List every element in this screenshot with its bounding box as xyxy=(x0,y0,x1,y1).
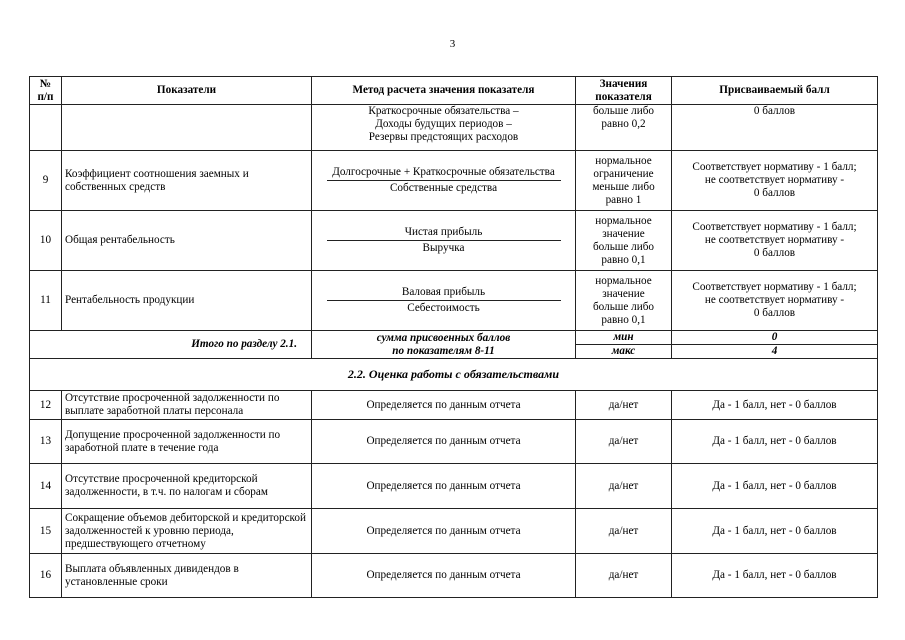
table-row-11 xyxy=(30,271,878,331)
table-row-14 xyxy=(30,464,878,509)
section-title-row xyxy=(30,359,878,391)
cell-value: нормальное ограничение меньше либо равно 1 xyxy=(576,151,672,211)
cell-score: 0 баллов xyxy=(672,105,878,151)
table-row-9 xyxy=(30,151,878,211)
cell-score: Да - 1 балл, нет - 0 баллов xyxy=(672,464,878,509)
cell-method: Определяется по данным отчета xyxy=(312,554,576,598)
table-row-10 xyxy=(30,211,878,271)
total-sum-label: сумма присвоенных баллов по показателям 8-11 xyxy=(312,331,576,359)
total-label: Итого по разделу 2.1. xyxy=(30,331,312,359)
cell-value: да/нет xyxy=(576,391,672,420)
formula xyxy=(327,226,561,255)
formula-denominator: Собственные средства xyxy=(389,182,498,194)
cell-num: 14 xyxy=(30,464,62,509)
table-header-row xyxy=(30,77,878,105)
cell-method: Определяется по данным отчета xyxy=(312,420,576,464)
cell-score: Соответствует нормативу - 1 балл; не соответствует нормативу - 0 баллов xyxy=(672,211,878,271)
cell-method: Краткосрочные обязательства – Доходы будущих периодов – Резервы предстоящих расходов xyxy=(312,105,576,151)
cell-indicator: Сокращение объемов дебиторской и кредиторской задолженностей к уровню периода, предшествующего отчетному xyxy=(62,509,312,554)
cell-score: Да - 1 балл, нет - 0 баллов xyxy=(672,420,878,464)
cell-value: да/нет xyxy=(576,464,672,509)
formula-numerator: Валовая прибыль xyxy=(327,286,561,301)
cell-indicator: Допущение просроченной задолженности по заработной плате в течение года xyxy=(62,420,312,464)
cell-value: да/нет xyxy=(576,420,672,464)
cell-indicator: Выплата объявленных дивидендов в установленные сроки xyxy=(62,554,312,598)
section-title: 2.2. Оценка работы с обязательствами xyxy=(30,359,878,391)
cell-score: Да - 1 балл, нет - 0 баллов xyxy=(672,509,878,554)
table-row-12 xyxy=(30,391,878,420)
total-max-value: 4 xyxy=(672,345,878,359)
table-row-continuation xyxy=(30,105,878,151)
cell-indicator xyxy=(62,105,312,151)
formula xyxy=(327,286,561,315)
cell-score: Да - 1 балл, нет - 0 баллов xyxy=(672,391,878,420)
formula-numerator: Долгосрочные + Краткосрочные обязательства xyxy=(327,166,561,181)
cell-value: да/нет xyxy=(576,509,672,554)
cell-num: 11 xyxy=(30,271,62,331)
header-indicator: Показатели xyxy=(62,77,312,105)
cell-score: Соответствует нормативу - 1 балл; не соответствует нормативу - 0 баллов xyxy=(672,151,878,211)
header-value: Значения показателя xyxy=(576,77,672,105)
cell-num: 13 xyxy=(30,420,62,464)
cell-value: нормальное значение больше либо равно 0,1 xyxy=(576,211,672,271)
cell-num: 15 xyxy=(30,509,62,554)
formula xyxy=(327,166,561,195)
header-method: Метод расчета значения показателя xyxy=(312,77,576,105)
table-row-15 xyxy=(30,509,878,554)
cell-num xyxy=(30,105,62,151)
cell-indicator: Рентабельность продукции xyxy=(62,271,312,331)
table-row-16 xyxy=(30,554,878,598)
cell-num: 10 xyxy=(30,211,62,271)
total-max-label: макс xyxy=(576,345,672,359)
cell-indicator: Отсутствие просроченной задолженности по выплате заработной платы персонала xyxy=(62,391,312,420)
total-min-value: 0 xyxy=(672,331,878,345)
cell-method-formula xyxy=(312,271,576,331)
cell-score: Да - 1 балл, нет - 0 баллов xyxy=(672,554,878,598)
header-num: № п/п xyxy=(30,77,62,105)
total-min-label: мин xyxy=(576,331,672,345)
cell-num: 9 xyxy=(30,151,62,211)
cell-value: да/нет xyxy=(576,554,672,598)
cell-indicator: Общая рентабельность xyxy=(62,211,312,271)
cell-method-formula xyxy=(312,211,576,271)
cell-num: 16 xyxy=(30,554,62,598)
cell-score: Соответствует нормативу - 1 балл; не соответствует нормативу - 0 баллов xyxy=(672,271,878,331)
indicators-table xyxy=(29,76,878,598)
formula-denominator: Выручка xyxy=(422,242,465,254)
cell-indicator: Отсутствие просроченной кредиторской задолженности, в т.ч. по налогам и сборам xyxy=(62,464,312,509)
cell-method-formula xyxy=(312,151,576,211)
formula-denominator: Себестоимость xyxy=(407,302,480,314)
table-row-13 xyxy=(30,420,878,464)
cell-method: Определяется по данным отчета xyxy=(312,509,576,554)
formula-numerator: Чистая прибыль xyxy=(327,226,561,241)
cell-method: Определяется по данным отчета xyxy=(312,464,576,509)
cell-num: 12 xyxy=(30,391,62,420)
cell-method: Определяется по данным отчета xyxy=(312,391,576,420)
header-score: Присваиваемый балл xyxy=(672,77,878,105)
total-row-min xyxy=(30,331,878,345)
cell-indicator: Коэффициент соотношения заемных и собственных средств xyxy=(62,151,312,211)
page-number: 3 xyxy=(449,38,456,50)
cell-value: больше либо равно 0,2 xyxy=(576,105,672,151)
cell-value: нормальное значение больше либо равно 0,1 xyxy=(576,271,672,331)
